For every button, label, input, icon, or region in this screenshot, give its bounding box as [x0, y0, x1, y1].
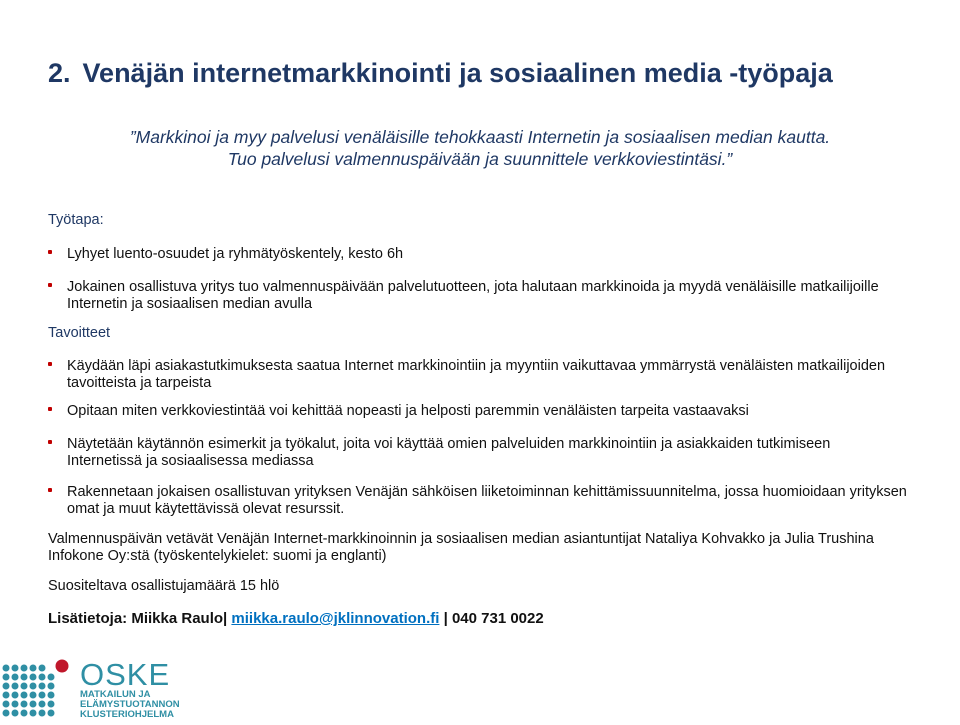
bullet-marker: [48, 283, 52, 287]
tyotapa-bullet: [48, 279, 908, 313]
logo-line: KLUSTERIOHJELMA: [80, 709, 174, 720]
contact-phone: | 040 731 0022: [439, 610, 544, 627]
tavoitteet-bullet: [48, 403, 908, 420]
contact-line: [48, 610, 544, 627]
bullet-marker: [48, 362, 52, 366]
contact-prefix: Lisätietoja: Miikka Raulo|: [48, 610, 232, 627]
logo-line: MATKAILUN JA: [80, 689, 151, 700]
tavoitteet-heading: Tavoitteet: [48, 325, 111, 341]
slogan-quote: [0, 126, 960, 170]
bullet-marker: [48, 407, 52, 411]
logo-brand: OSKE: [80, 657, 171, 692]
tavoitteet-bullet: [48, 358, 908, 392]
quote-line-1: ”Markkinoi ja myy palvelusi venäläisille tehokkaasti Internetin ja sosiaalisen median kautta.: [129, 127, 831, 147]
title-text: Venäjän internetmarkkinointi ja sosiaalinen media -työpaja: [82, 58, 833, 88]
quote-line-2: Tuo palvelusi valmennuspäivään ja suunnittele verkkoviestintäsi.”: [227, 149, 733, 169]
tyotapa-heading: Työtapa:: [48, 212, 104, 228]
tyotapa-bullet: [48, 246, 908, 263]
bullet-marker: [48, 250, 52, 254]
bullet-marker: [48, 488, 52, 492]
contact-email-link[interactable]: miikka.raulo@jklinnovation.fi: [231, 610, 440, 627]
slide-title: [48, 58, 833, 89]
title-number: 2.: [48, 58, 71, 88]
trainers-text: Valmennuspäivän vetävät Venäjän Internet-markkinoinnin ja sosiaalisen median asiantuntijat Nataliya Kohvakko ja Julia Trushina Infokone Oy:stä (työskentelykielet: suomi ja englanti): [48, 531, 874, 564]
bullet-text: Käydään läpi asiakastutkimuksesta saatua Internet markkinointiin ja myyntiin vaikuttavaa ymmärrystä venäläisten matkailijoiden tavoitteista ja tarpeista: [67, 358, 886, 391]
participants-text: Suositeltava osallistujamäärä 15 hlö: [48, 578, 280, 594]
logo-line: ELÄMYSTUOTANNON: [80, 699, 180, 710]
bullet-text: Näytetään käytännön esimerkit ja työkalut, joita voi käyttää omien palveluiden markkinointiin ja asiakkaiden tutkimiseen Internetissä ja sosiaalisessa mediassa: [67, 436, 831, 469]
bullet-text: Lyhyet luento-osuudet ja ryhmätyöskentely, kesto 6h: [67, 246, 404, 262]
tavoitteet-bullet: [48, 436, 908, 470]
tavoitteet-bullet: [48, 484, 908, 518]
bullet-marker: [48, 440, 52, 444]
bullet-text: Jokainen osallistuva yritys tuo valmennuspäivään palvelutuotteen, jota halutaan markkinoida ja myydä venäläisille matkailijoille Internetin ja sosiaalisen median avulla: [67, 279, 879, 312]
oske-logo-text: [80, 657, 180, 720]
bullet-text: Opitaan miten verkkoviestintää voi kehittää nopeasti ja helposti paremmin venäläisten tarpeita vastaavaksi: [67, 403, 749, 419]
bullet-text: Rakennetaan jokaisen osallistuvan yrityksen Venäjän sähköisen liiketoiminnan kehittämissuunnitelma, jossa huomioidaan yrityksen omat ja muut käytettävissä olevat resurssit.: [67, 484, 907, 517]
